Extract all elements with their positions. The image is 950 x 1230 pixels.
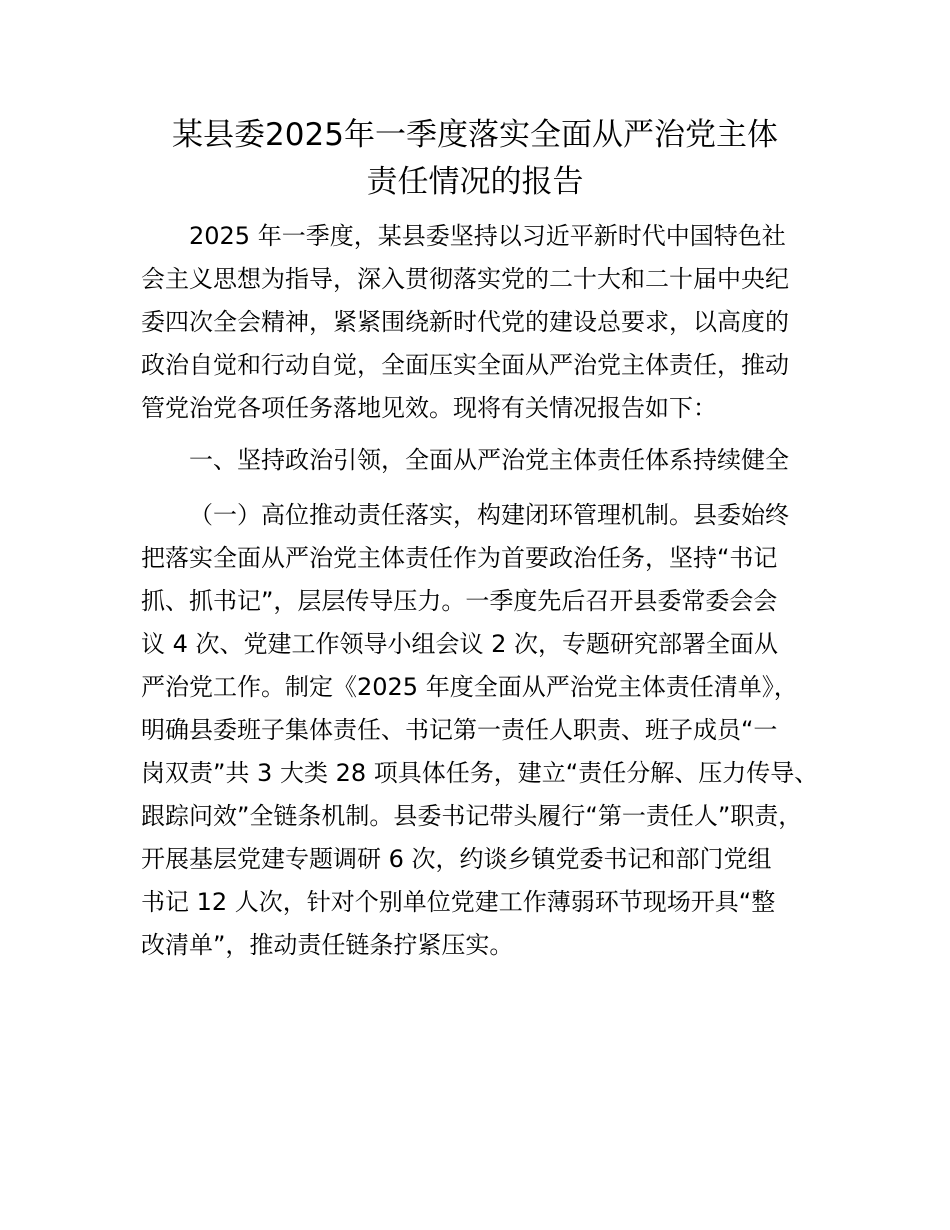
paragraph-line: 会主义思想为指导，深入贯彻落实党的二十大和二十届中央纪 bbox=[141, 265, 789, 293]
paragraph-line: 岗双责”共 3 大类 28 项具体任务，建立“责任分解、压力传导、 bbox=[141, 759, 819, 787]
paragraph-line: 2025 年一季度，某县委坚持以习近平新时代中国特色社 bbox=[189, 222, 786, 250]
paragraph-line: 开展基层党建专题调研 6 次，约谈乡镇党委书记和部门党组 bbox=[141, 845, 772, 873]
report-title-line-2: 责任情况的报告 bbox=[366, 164, 584, 200]
section-heading-1: 一、坚持政治引领，全面从严治党主体责任体系持续健全 bbox=[189, 446, 789, 474]
paragraph-line: 跟踪问效”全链条机制。县委书记带头履行“第一责任人”职责， bbox=[141, 802, 803, 830]
paragraph-line: 委四次全会精神，紧紧围绕新时代党的建设总要求，以高度的 bbox=[141, 308, 789, 336]
paragraph-line: 改清单”，推动责任链条拧紧压实。 bbox=[141, 931, 514, 959]
paragraph-line: 明确县委班子集体责任、书记第一责任人职责、班子成员“一 bbox=[141, 716, 778, 744]
paragraph-line: 抓、抓书记”，层层传导压力。一季度先后召开县委常委会会 bbox=[141, 587, 778, 615]
paragraph-line: 书记 12 人次，针对个别单位党建工作薄弱环节现场开具“整 bbox=[141, 888, 776, 916]
paragraph-line: 严治党工作。制定《2025 年度全面从严治党主体责任清单》， bbox=[141, 673, 798, 701]
paragraph-line: （一）高位推动责任落实，构建闭环管理机制。县委始终 bbox=[189, 501, 789, 529]
paragraph-line: 把落实全面从严治党主体责任作为首要政治任务，坚持“书记 bbox=[141, 544, 778, 572]
paragraph-line: 管党治党各项任务落地见效。现将有关情况报告如下： bbox=[141, 394, 717, 422]
paragraph-line: 议 4 次、党建工作领导小组会议 2 次，专题研究部署全面从 bbox=[141, 630, 779, 658]
paragraph-line: 政治自觉和行动自觉，全面压实全面从严治党主体责任，推动 bbox=[141, 351, 789, 379]
report-title-line-1: 某县委2025年一季度落实全面从严治党主体 bbox=[172, 117, 778, 153]
